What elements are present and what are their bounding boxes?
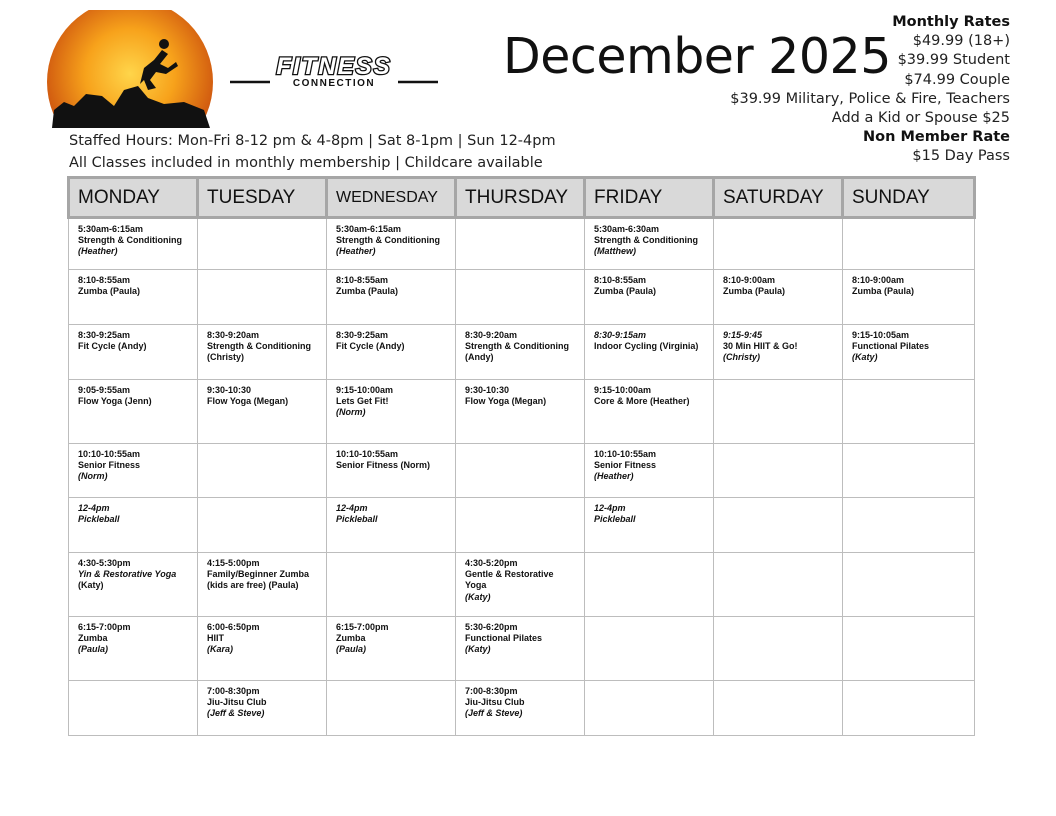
class-cell [585,270,714,325]
class-name: Zumba (Paula) [78,286,141,297]
rate-line: $39.99 Military, Police & Fire, Teachers [730,90,1010,107]
class-instructor: (Katy) [465,644,491,655]
class-name: Yin & Restorative Yoga [78,569,177,580]
class-instructor: (Paula) [78,644,109,655]
empty-cell [198,498,327,553]
empty-cell [456,444,585,498]
class-cell [69,270,198,325]
class-name: Senior Fitness (Norm) [336,460,431,471]
day-header: TUESDAY [198,178,327,218]
membership-note: All Classes included in monthly membership | Childcare available [69,155,543,171]
class-time: 6:00-6:50pm [207,622,260,632]
class-cell [327,218,456,270]
empty-cell [843,380,975,444]
class-time: 4:30-5:30pm [78,558,131,568]
class-name: Fit Cycle (Andy) [336,341,405,352]
class-cell [327,617,456,681]
schedule-row [69,498,975,553]
empty-cell [585,553,714,617]
class-time: 5:30am-6:30am [594,224,660,234]
empty-cell [327,681,456,736]
class-time: 9:15-10:00am [336,385,394,395]
class-name: Senior Fitness [78,460,141,471]
class-name: Lets Get Fit! [336,396,389,407]
class-cell [198,553,327,617]
empty-cell [843,681,975,736]
day-header: THURSDAY [456,178,585,218]
class-time: 9:15-10:00am [594,385,652,395]
empty-cell [843,553,975,617]
class-time: 6:15-7:00pm [336,622,389,632]
class-cell [198,380,327,444]
brand-name: FITNESS [276,53,392,80]
class-name: Core & More (Heather) [594,396,690,407]
class-name: Flow Yoga (Megan) [207,396,289,407]
class-time: 4:15-5:00pm [207,558,260,568]
class-cell [456,325,585,380]
class-time: 8:10-8:55am [78,275,131,285]
schedule-row [69,325,975,380]
day-header: FRIDAY [585,178,714,218]
class-cell [585,325,714,380]
day-header: SUNDAY [843,178,975,218]
class-name: Strength & Conditioning [207,341,311,352]
class-cell [198,681,327,736]
class-cell [843,325,975,380]
class-instructor: (Christy) [723,352,761,363]
class-time: 8:30-9:20am [207,330,260,340]
class-cell [327,444,456,498]
class-cell [585,380,714,444]
class-name: Pickleball [78,514,120,525]
class-name: Yoga [465,580,487,591]
non-member-heading: Non Member Rate [863,129,1010,146]
empty-cell [69,681,198,736]
class-cell [585,498,714,553]
empty-cell [456,218,585,270]
class-name: Flow Yoga (Jenn) [78,396,152,407]
schedule-row [69,270,975,325]
rates-heading: Monthly Rates [892,14,1010,30]
class-time: 10:10-10:55am [78,449,141,459]
class-time: 9:15-9:45 [723,330,763,340]
empty-cell [585,681,714,736]
class-cell [585,444,714,498]
empty-cell [714,617,843,681]
class-instructor: (Andy) [465,352,494,363]
fitness-logo-icon [44,10,214,130]
schedule-row [69,681,975,736]
class-cell [585,218,714,270]
class-cell [843,270,975,325]
empty-cell [456,498,585,553]
schedule-row [69,380,975,444]
empty-cell [198,218,327,270]
class-name: Jiu-Jitsu Club [207,697,267,708]
class-time: 12-4pm [78,503,110,513]
class-cell [327,270,456,325]
class-cell [198,325,327,380]
class-cell [456,380,585,444]
class-instructor: (kids are free) (Paula) [207,580,299,591]
empty-cell [198,444,327,498]
class-time: 4:30-5:20pm [465,558,518,568]
schedule-row [69,444,975,498]
class-name: Gentle & Restorative [465,569,554,580]
class-cell [327,498,456,553]
schedule-row [69,553,975,617]
class-time: 5:30am-6:15am [78,224,144,234]
class-instructor: (Katy) [465,591,491,602]
class-name: Functional Pilates [852,341,930,352]
class-cell [69,444,198,498]
class-schedule-table [67,176,976,736]
staffed-hours: Staffed Hours: Mon-Fri 8-12 pm & 4-8pm | Sat 8-1pm | Sun 12-4pm [69,133,556,149]
class-cell [69,617,198,681]
day-header: WEDNESDAY [327,178,456,218]
empty-cell [714,380,843,444]
class-name: Strength & Conditioning [594,235,698,246]
class-time: 8:10-9:00am [723,275,776,285]
class-name: Pickleball [336,514,378,525]
class-name: Family/Beginner Zumba [207,569,310,580]
class-name: Fit Cycle (Andy) [78,341,147,352]
class-cell [714,325,843,380]
class-time: 5:30am-6:15am [336,224,402,234]
brand-wordmark-icon [228,52,440,90]
class-cell [456,681,585,736]
schedule-row [69,218,975,270]
empty-cell [714,218,843,270]
rate-line: Add a Kid or Spouse $25 [831,110,1010,127]
class-cell [327,380,456,444]
class-cell [69,380,198,444]
class-time: 10:10-10:55am [594,449,657,459]
class-time: 8:10-8:55am [594,275,647,285]
class-time: 8:30-9:15am [594,330,647,340]
class-name: Zumba (Paula) [852,286,915,297]
class-instructor: (Kara) [207,644,234,655]
empty-cell [843,218,975,270]
class-time: 5:30-6:20pm [465,622,518,632]
class-instructor: (Norm) [336,407,366,418]
class-cell [69,325,198,380]
empty-cell [198,270,327,325]
class-instructor: (Katy) [852,352,878,363]
empty-cell [843,498,975,553]
empty-cell [714,681,843,736]
class-instructor: (Jeff & Steve) [465,708,523,719]
class-name: Strength & Conditioning [336,235,440,246]
class-time: 9:30-10:30 [465,385,510,395]
class-name: HIIT [207,633,224,644]
class-name: 30 Min HIIT & Go! [723,341,798,352]
rates-panel [730,13,1010,167]
class-name: Zumba [78,633,108,644]
empty-cell [327,553,456,617]
class-time: 8:10-8:55am [336,275,389,285]
rate-line: $74.99 Couple [904,71,1010,88]
class-time: 9:30-10:30 [207,385,252,395]
class-cell [714,270,843,325]
class-instructor: (Heather) [336,246,376,257]
class-instructor: (Katy) [78,580,104,591]
empty-cell [456,270,585,325]
class-name: Strength & Conditioning [78,235,182,246]
class-cell [327,325,456,380]
class-name: Zumba (Paula) [336,286,399,297]
class-time: 8:10-9:00am [852,275,905,285]
class-name: Flow Yoga (Megan) [465,396,547,407]
class-time: 12-4pm [594,503,626,513]
rate-line: $39.99 Student [897,52,1010,69]
class-cell [69,553,198,617]
empty-cell [714,498,843,553]
day-header-row [69,178,975,218]
class-name: Indoor Cycling (Virginia) [594,341,699,352]
class-cell [456,617,585,681]
schedule-row [69,617,975,681]
class-name: Functional Pilates [465,633,543,644]
class-name: Zumba (Paula) [594,286,657,297]
class-name: Senior Fitness [594,460,657,471]
class-name: Jiu-Jitsu Club [465,697,525,708]
empty-cell [714,553,843,617]
class-instructor: (Heather) [78,246,118,257]
empty-cell [843,444,975,498]
class-instructor: (Heather) [594,471,634,482]
class-time: 8:30-9:25am [336,330,389,340]
class-name: Zumba (Paula) [723,286,786,297]
class-time: 8:30-9:20am [465,330,518,340]
class-time: 7:00-8:30pm [207,686,260,696]
class-instructor: (Jeff & Steve) [207,708,265,719]
page-title: December 2025 [503,28,891,85]
brand-logo [228,52,440,90]
rate-line: $49.99 (18+) [912,33,1010,50]
class-time: 12-4pm [336,503,368,513]
class-time: 10:10-10:55am [336,449,399,459]
day-header: MONDAY [69,178,198,218]
class-name: Pickleball [594,514,636,525]
empty-cell [585,617,714,681]
class-instructor: (Norm) [78,471,108,482]
class-time: 8:30-9:25am [78,330,131,340]
class-name: Strength & Conditioning [465,341,569,352]
empty-cell [843,617,975,681]
class-instructor: (Paula) [336,644,367,655]
class-instructor: (Christy) [207,352,245,363]
class-name: Zumba [336,633,366,644]
class-time: 9:15-10:05am [852,330,910,340]
class-instructor: (Matthew) [594,246,636,257]
empty-cell [714,444,843,498]
class-cell [69,498,198,553]
class-time: 7:00-8:30pm [465,686,518,696]
brand-tagline: CONNECTION [292,78,376,89]
class-time: 9:05-9:55am [78,385,131,395]
day-pass-rate: $15 Day Pass [912,148,1010,165]
class-cell [198,617,327,681]
class-time: 6:15-7:00pm [78,622,131,632]
class-cell [456,553,585,617]
class-cell [69,218,198,270]
day-header: SATURDAY [714,178,843,218]
